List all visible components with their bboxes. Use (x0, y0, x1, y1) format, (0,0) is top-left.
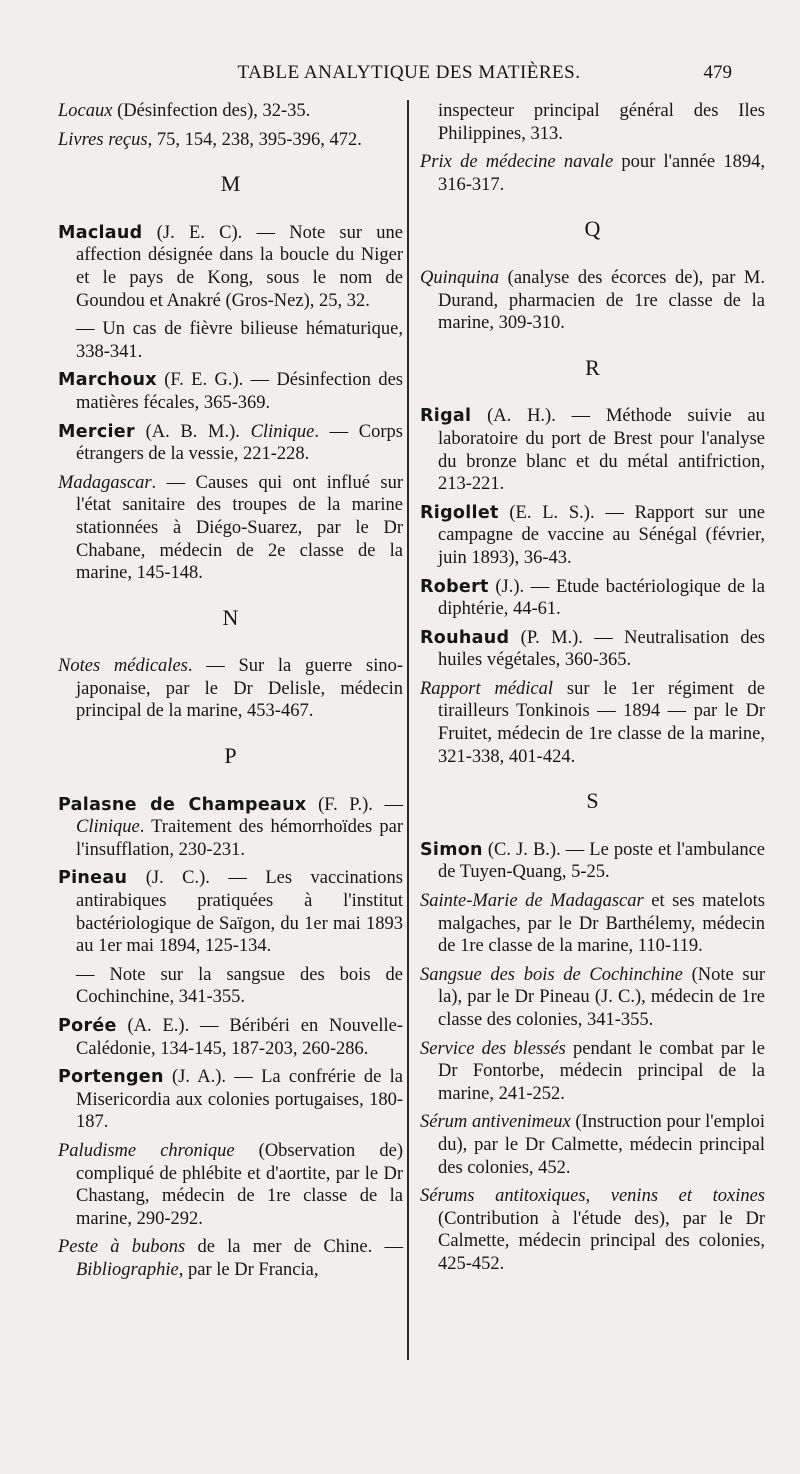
header-title: TABLE ANALYTIQUE DES MATIÈRES. (237, 62, 581, 83)
section-letter-s: S (586, 788, 599, 814)
index-entry: Service des blessés pendant le combat par le Dr Fontorbe, médecin principal de la marine, 241-252. (420, 1038, 765, 1104)
index-entry: Porée (A. E.). — Béribéri en Nouvelle-Calédonie, 134-145, 187-203, 260-286. (58, 1016, 403, 1059)
running-header (58, 62, 760, 88)
index-entry: Sérum antivenimeux (Instruction pour l'emploi du), par le Dr Calmette, médecin principal des colonies, 452. (420, 1112, 765, 1178)
column-divider (407, 100, 409, 1360)
index-entry: Rigollet (E. L. S.). — Rapport sur une campagne de vaccine au Sénégal (février, juin 1893), 36-43. (420, 502, 765, 568)
index-entry: Notes médicales. — Sur la guerre sino-japonaise, par le Dr Delisle, médecin principal de la marine, 453-467. (58, 656, 403, 722)
index-entry: inspecteur principal général des Iles Philippines, 313. (438, 101, 765, 144)
index-entry: Portengen (J. A.). — La confrérie de la Misericordia aux colonies portugaises, 180-187. (58, 1067, 403, 1133)
section-letter-m: M (220, 171, 241, 197)
index-entry: Sangsue des bois de Cochinchine (Note sur la), par le Dr Pineau (J. C.), médecin de 1re classe des colonies, 341-355. (420, 964, 766, 1030)
index-entry: Marchoux (F. E. G.). — Désinfection des matières fécales, 365-369. (58, 370, 403, 413)
index-entry: Livres reçus, 75, 154, 238, 395-396, 472. (58, 129, 362, 150)
index-entry: Sainte-Marie de Madagascar et ses matelots malgaches, par le Dr Barthélemy, médecin de 1re classe de la marine, 110-119. (420, 891, 765, 957)
index-entry: Sérums antitoxiques, venins et toxines (Contribution à l'étude des), par le Dr Calmette, médecin principal des colonies, 425-452. (420, 1186, 765, 1274)
section-letter-p: P (224, 743, 237, 769)
index-entry: — Note sur la sangsue des bois de Cochinchine, 341-355. (76, 964, 403, 1008)
section-letter-n: N (222, 604, 239, 630)
index-entry: Locaux (Désinfection des), 32-35. (58, 101, 311, 121)
right-column (420, 100, 765, 1282)
index-entry: Maclaud (J. E. C). — Note sur une affection désignée dans la boucle du Niger et le pays de Kong, sous le nom de Goundou et Anakré (Gros-Nez), 25, 32. (58, 222, 403, 311)
index-entry: Paludisme chronique (Observation de) compliqué de phlébite et d'aortite, par le Dr Chastang, médecin de 1re classe de la marine, 290-292. (58, 1140, 403, 1229)
index-entry: Quinquina (analyse des écorces de), par M. Durand, pharmacien de 1re classe de la marine, 309-310. (420, 267, 765, 334)
index-entry: Prix de médecine navale pour l'année 1894, 316-317. (420, 152, 765, 195)
index-entry: — Un cas de fièvre bilieuse hématurique, 338-341. (76, 319, 403, 362)
index-entry: Mercier (A. B. M.). Clinique. — Corps étrangers de la vessie, 221-228. (58, 421, 403, 465)
index-entry: Peste à bubons de la mer de Chine. — Bibliographie, par le Dr Francia, (58, 1237, 403, 1280)
index-entry: Simon (C. J. B.). — Le poste et l'ambulance de Tuyen-Quang, 5-25. (420, 839, 765, 883)
section-letter-q: Q (584, 216, 601, 242)
index-entry: Rouhaud (P. M.). — Neutralisation des huiles végétales, 360-365. (420, 627, 765, 671)
index-entry: Robert (J.). — Etude bactériologique de la diphtérie, 44-61. (420, 576, 765, 620)
index-entry: Rapport médical sur le 1er régiment de tirailleurs Tonkinois — 1894 — par le Dr Fruitet, médecin de 1re classe de la marine, 321-338, 401-424. (420, 678, 766, 767)
section-letter-r: R (585, 354, 600, 380)
index-entry: Palasne de Champeaux (F. P.). — Clinique. Traitement des hémorrhoïdes par l'insufflation, 230-231. (58, 794, 404, 860)
index-entry: Rigal (A. H.). — Méthode suivie au laboratoire du port de Brest pour l'analyse du bronze blanc et du métal antifriction, 213-221. (420, 406, 765, 495)
index-entry: Madagascar. — Causes qui ont influé sur l'état sanitaire des troupes de la marine stationnées à Diégo-Suarez, par le Dr Chabane, médecin de 2e classe de la marine, 145-148. (58, 472, 403, 584)
left-column (58, 100, 403, 1288)
page-number: 479 (703, 62, 732, 83)
index-entry: Pineau (J. C.). — Les vaccinations antirabiques pratiquées à l'institut bactériologique de Saïgon, du 1er mai 1893 au 1er mai 1894, 125-134. (58, 868, 403, 957)
